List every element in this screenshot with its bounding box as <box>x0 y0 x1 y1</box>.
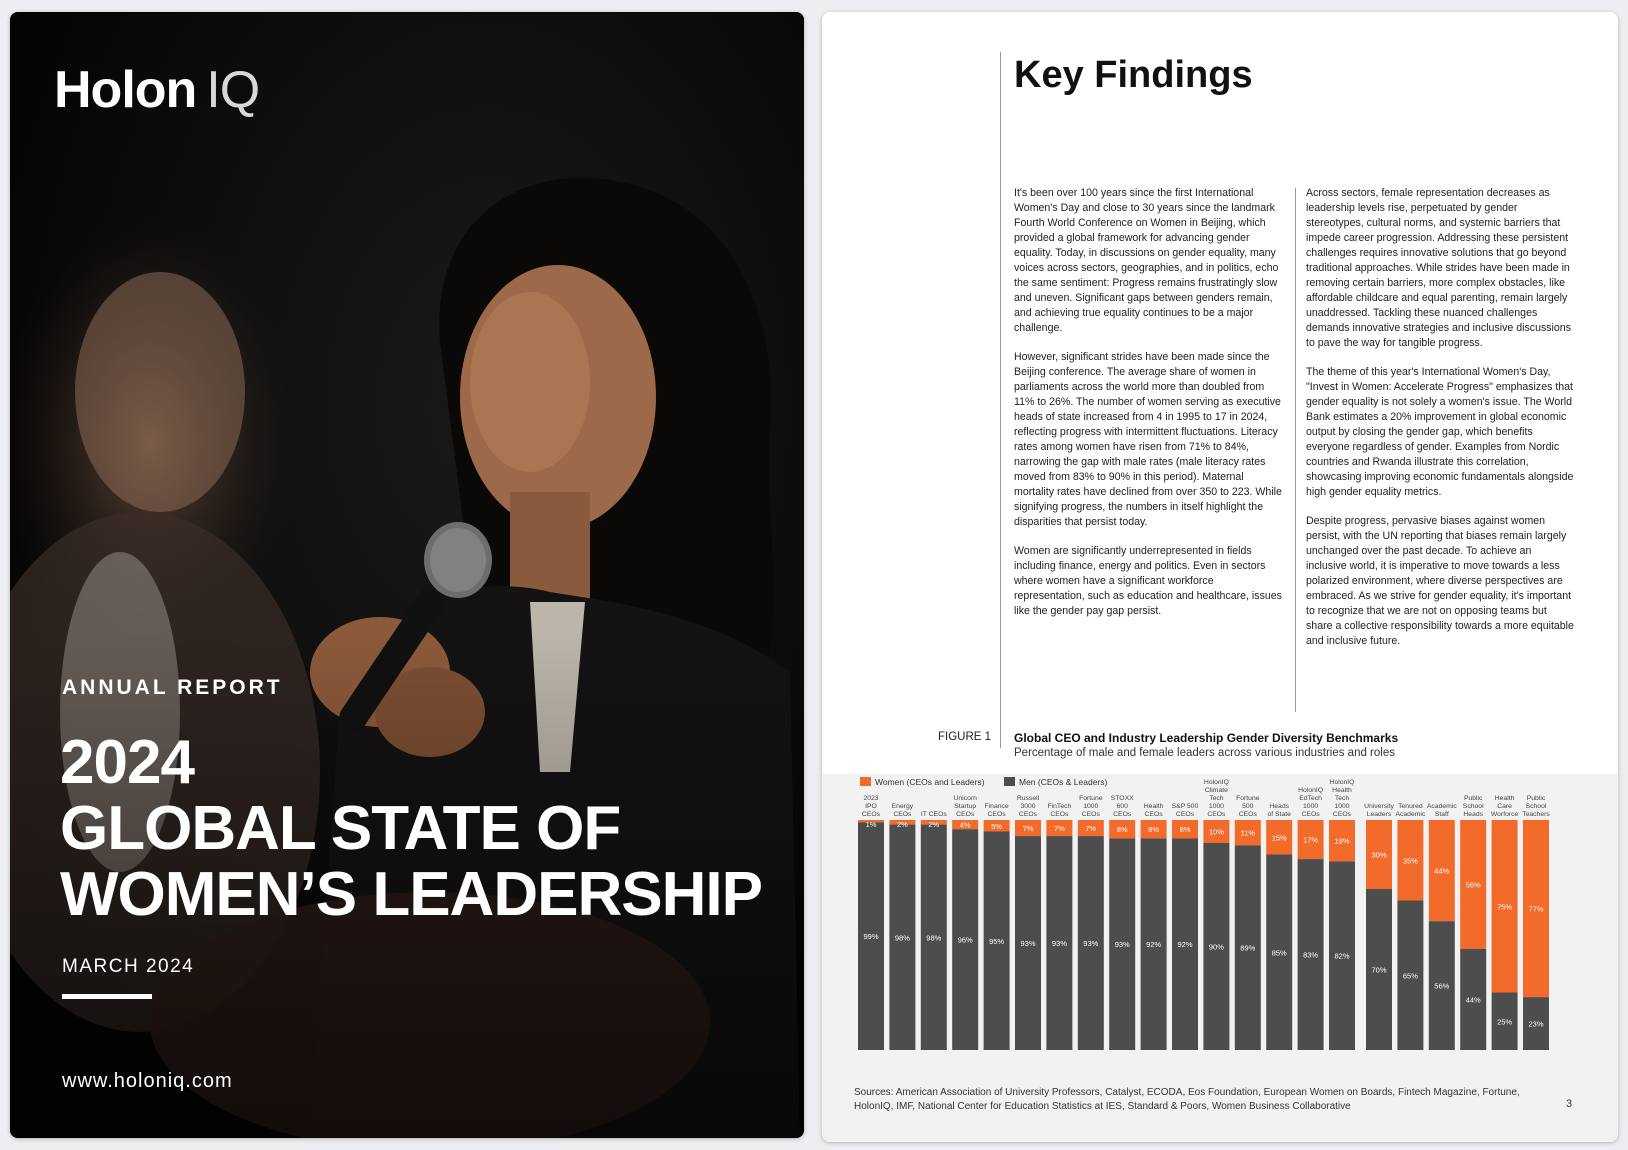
page-title: Key Findings <box>1014 54 1253 96</box>
data-label-women: 10% <box>1208 827 1224 837</box>
category-label: Heads <box>1463 811 1484 818</box>
category-label: CEOs <box>1113 811 1132 818</box>
legend-label-men: Men (CEOs & Leaders) <box>1019 777 1108 787</box>
category-label: CEOs <box>1332 811 1352 818</box>
column-divider <box>1295 188 1296 712</box>
category-label: Energy <box>891 803 914 810</box>
cover-url[interactable]: www.holoniq.com <box>62 1070 233 1092</box>
data-label-men: 98% <box>894 933 910 943</box>
text-column-left <box>1014 186 1282 633</box>
paragraph: The theme of this year's International Women's Day, "Invest in Women: Accelerate Progress" emphasizes that gender equality is not solely a women's issue. The World Bank estimates a 20% improvement in global economic output by closing the gender gap, which benefits everyone regardless of gender. Examples from Nordic countries and Rwanda illustrate this correlation, showcasing improving economic fundamentals alongside high gender equality metrics. <box>1306 366 1574 498</box>
category-label: Health <box>1494 795 1515 802</box>
category-label: CEOs <box>893 811 912 818</box>
category-label: Health <box>1332 787 1352 794</box>
category-label: IPO <box>865 803 877 810</box>
data-label-men: 93% <box>1020 939 1036 949</box>
cover-date: MARCH 2024 <box>62 956 195 977</box>
data-label-women: 7% <box>1022 824 1034 834</box>
category-label: Tech <box>1334 795 1350 802</box>
category-label: HolonIQ <box>1203 779 1229 786</box>
category-label: Russell <box>1016 795 1040 802</box>
data-label-women: 30% <box>1371 850 1387 860</box>
data-label-women: 8% <box>1179 825 1191 835</box>
data-label-men: 96% <box>957 935 973 945</box>
category-label: CEOs <box>1144 811 1163 818</box>
category-label: Tenured <box>1398 803 1423 810</box>
data-label-men: 44% <box>1465 995 1481 1005</box>
category-label: University <box>1364 803 1394 810</box>
category-label: Care <box>1497 803 1512 810</box>
category-label: 1000 <box>1303 803 1319 810</box>
data-label-men: 92% <box>1146 940 1162 950</box>
category-label: CEOs <box>1301 811 1320 818</box>
category-label: 3000 <box>1020 803 1036 810</box>
category-label: FinTech <box>1047 803 1072 810</box>
category-label: Worforce <box>1490 811 1519 818</box>
paragraph: Across sectors, female representation decreases as leadership levels rise, perpetuated by gender stereotypes, cultural norms, and systemic barriers that impede career progression. Addressing these persistent challenges requires innovative solutions that go beyond traditional approaches. While strides have been made in removing certain barriers, more complex obstacles, like affordable childcare and equal parenting, remain largely unaddressed. Tackling these nuanced challenges demands innovative strategies and inclusive discussions to pave the way for tangible progress. <box>1306 187 1571 349</box>
category-label: of State <box>1267 811 1291 818</box>
category-label: 2023 <box>863 795 879 802</box>
data-label-women: 5% <box>991 821 1003 831</box>
category-label: Health <box>1143 803 1164 810</box>
data-label-men: 93% <box>1114 940 1130 950</box>
category-label: Fortune <box>1236 795 1260 802</box>
category-label: Fortune <box>1079 795 1103 802</box>
data-label-women: 8% <box>1148 825 1160 835</box>
category-label: Startup <box>954 803 977 810</box>
paragraph: Despite progress, pervasive biases against women persist, with the UN reporting that biases remain largely unchanged over the past decade. To achieve an inclusive world, it is imperative to move towards a less polarized environment, where diverse perspectives are embraced. As we strive for gender equality, it's important to recognize that we are not on opposing teams but share a collective responsibility towards a more equitable and inclusive future. <box>1306 515 1574 647</box>
category-label: EdTech <box>1299 795 1322 802</box>
figure-subtitle: Percentage of male and female leaders across various industries and roles <box>1014 747 1395 759</box>
data-label-women: 75% <box>1497 902 1513 912</box>
data-label-men: 82% <box>1334 951 1350 961</box>
data-label-men: 83% <box>1303 950 1319 960</box>
heading-rule <box>1000 52 1001 748</box>
category-label: CEOs <box>1238 811 1257 818</box>
category-label: CEOs <box>1081 811 1100 818</box>
logo-main: Holon <box>54 61 197 119</box>
paragraph: Women are significantly underrepresented in fields including finance, energy and politics. Even in sectors where women have a significant workforce representation, such as education and healthcare, issues like the gender pay gap persist. <box>1014 545 1282 617</box>
legend-label-women: Women (CEOs and Leaders) <box>875 777 985 787</box>
category-label: 1000 <box>1083 803 1099 810</box>
data-label-women: 17% <box>1303 835 1319 845</box>
data-label-men: 93% <box>1051 939 1067 949</box>
key-findings-page <box>822 12 1618 1142</box>
legend-swatch-men <box>1004 777 1015 786</box>
data-label-women: 1% <box>865 820 877 829</box>
data-label-men: 85% <box>1271 948 1287 958</box>
data-label-women: 2% <box>896 820 908 829</box>
category-label: School <box>1462 803 1484 810</box>
category-label: 1000 <box>1208 803 1224 810</box>
data-label-men: 25% <box>1497 1017 1513 1027</box>
data-label-men: 92% <box>1177 940 1193 950</box>
category-label: Tech <box>1209 795 1224 802</box>
data-label-men: 65% <box>1402 971 1418 981</box>
data-label-men: 98% <box>926 933 942 943</box>
data-label-women: 77% <box>1528 904 1544 914</box>
data-label-women: 15% <box>1271 833 1287 843</box>
category-label: Public <box>1526 795 1546 802</box>
data-label-men: 56% <box>1434 981 1450 991</box>
category-label: Climate <box>1204 787 1228 794</box>
legend-swatch-women <box>860 777 871 786</box>
data-label-men: 99% <box>863 932 879 942</box>
report-cover <box>10 12 804 1138</box>
data-label-women: 2% <box>928 820 940 829</box>
category-label: Teachers <box>1522 811 1550 818</box>
figure-label: FIGURE 1 <box>938 731 992 743</box>
category-label: STOXX <box>1110 795 1134 802</box>
data-label-women: 4% <box>959 820 971 830</box>
logo-suffix: IQ <box>206 61 260 119</box>
category-label: CEOs <box>1018 811 1038 818</box>
figure-title: Global CEO and Industry Leadership Gender Diversity Benchmarks <box>1014 731 1399 745</box>
sources-note: Sources: American Association of University Professors, Catalyst, ECODA, Eos Foundation, European Women on Boards, Fintech Magazine, Fortune, HolonIQ, IMF, National Center for Education Statistics at IES, Standard & Poors, Women Business Collaborative <box>854 1087 1520 1112</box>
category-label: CEOs <box>1175 811 1195 818</box>
category-label: Public <box>1463 795 1483 802</box>
cover-title-line: 2024 <box>60 728 194 797</box>
category-label: CEOs <box>987 811 1006 818</box>
page-number: 3 <box>1566 1098 1573 1110</box>
category-label: Finance <box>984 803 1009 810</box>
data-label-men: 89% <box>1240 943 1256 953</box>
data-label-men: 95% <box>989 936 1005 946</box>
cover-title <box>60 730 762 928</box>
data-label-women: 44% <box>1434 866 1450 876</box>
category-label: Staff <box>1434 811 1449 818</box>
category-label: CEOs <box>861 811 881 818</box>
data-label-men: 23% <box>1528 1019 1544 1029</box>
text-column-right <box>1306 186 1574 663</box>
paragraph: However, significant strides have been made since the Beijing conference. The average share of women in parliaments across the world more than doubled from 11% to 26%. The number of women serving as executive heads of state increased from 4 in 1995 to 17 in 2024, reflecting progress with intermittent fluctuations. Literacy rates among women have risen from 71% to 84%, narrowing the gap with male rates (male literacy rates moved from 83% to 90% in this period). Maternal mortality rates have declined from over 350 to 223. While signifying progress, the numbers in itself highlight the disparities that persist today. <box>1014 351 1282 528</box>
category-label: Academic <box>1395 811 1426 818</box>
gender-diversity-chart <box>822 774 1618 1084</box>
data-label-men: 93% <box>1083 939 1099 949</box>
category-label: Academic <box>1426 803 1457 810</box>
data-label-women: 56% <box>1465 880 1481 890</box>
category-label: 500 <box>1242 803 1254 810</box>
category-label: HolonIQ <box>1329 779 1355 786</box>
cover-title-line: WOMEN’S LEADERSHIP <box>60 860 762 929</box>
category-label: CEOs <box>956 811 975 818</box>
data-label-women: 35% <box>1402 856 1418 866</box>
data-label-men: 70% <box>1371 965 1387 975</box>
data-label-women: 11% <box>1240 828 1256 838</box>
category-label: CEOs <box>1050 811 1069 818</box>
data-label-women: 18% <box>1334 836 1350 846</box>
paragraph: It's been over 100 years since the first International Women's Day and close to 30 years since the landmark Fourth World Conference on Women in Beijing, which provided a global framework for advancing gender equality. Today, in discussions on gender equality, many voices across sectors, geographies, and in politics, echo the same sentiment: Progress remains frustratingly slow and uneven. Significant gaps between genders remain, and achieving true equality continues to be a major challenge. <box>1014 187 1279 334</box>
category-label: School <box>1525 803 1547 810</box>
category-label: Leaders <box>1366 811 1392 818</box>
category-label: HolonIQ <box>1298 787 1324 794</box>
category-label: S&P 500 <box>1171 803 1199 810</box>
cover-title-line: GLOBAL STATE OF <box>60 794 621 863</box>
data-label-men: 90% <box>1208 942 1224 952</box>
data-label-women: 7% <box>1085 824 1097 834</box>
cover-kicker: ANNUAL REPORT <box>62 676 283 699</box>
cover-divider <box>62 994 152 999</box>
data-label-women: 7% <box>1053 824 1065 834</box>
category-label: Heads <box>1269 803 1290 810</box>
category-label: IT CEOs <box>920 811 947 818</box>
category-label: CEOs <box>1207 811 1226 818</box>
holoniq-logo <box>54 60 259 120</box>
category-label: 1000 <box>1334 803 1350 810</box>
category-label: 600 <box>1116 803 1128 810</box>
data-label-women: 8% <box>1116 825 1128 835</box>
category-label: Unicorn <box>953 795 977 802</box>
